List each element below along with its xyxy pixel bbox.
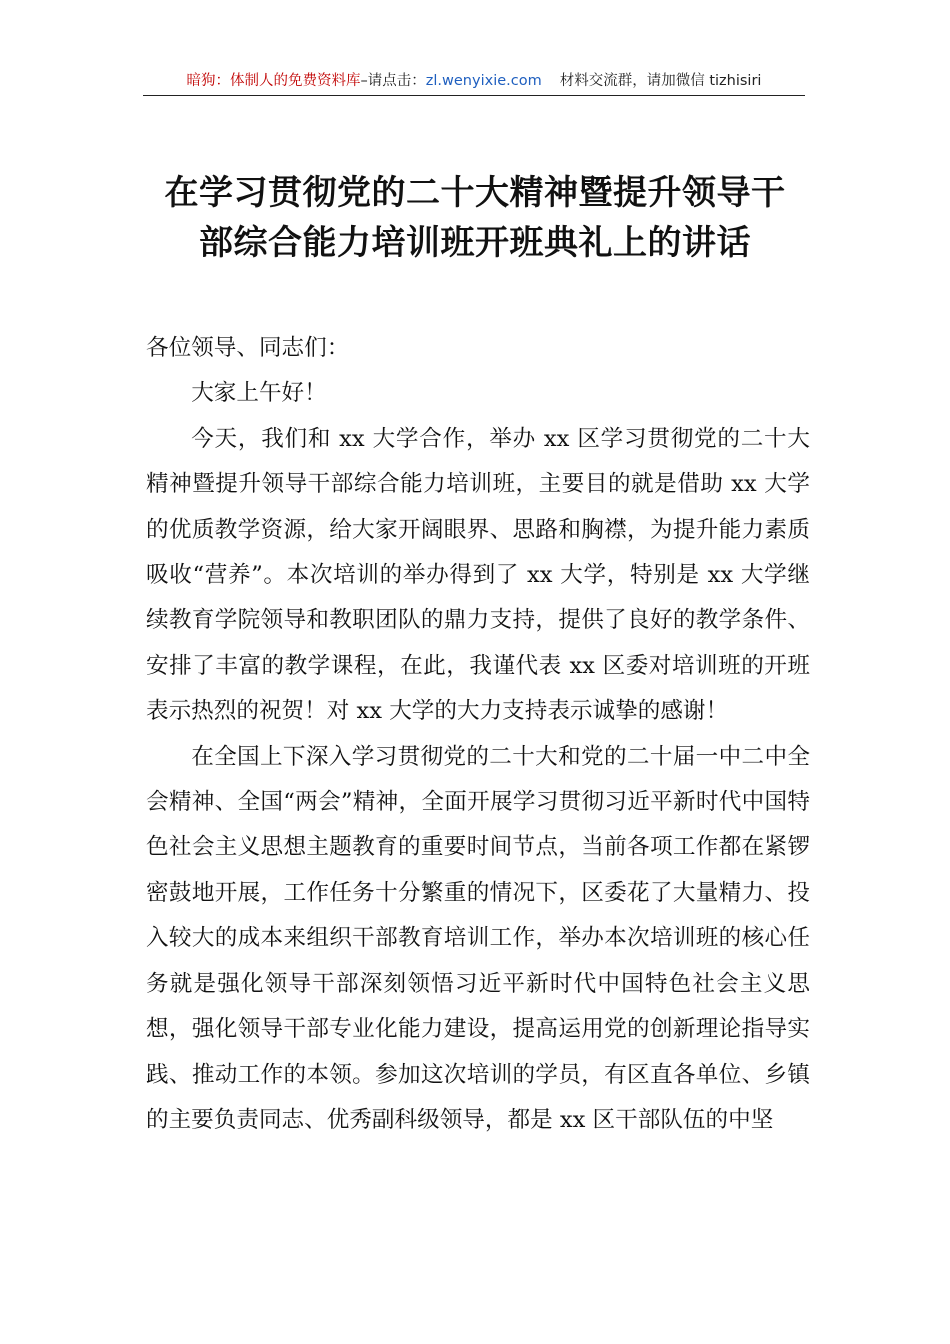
greeting: 大家上午好！ <box>191 380 327 407</box>
header-click-text: –请点击： <box>360 73 426 89</box>
header-group-text: 材料交流群，请加微信 tizhisiri <box>559 73 762 89</box>
document-title <box>100 168 850 268</box>
paragraph-1: 今天，我们和 xx 大学合作，举办 xx 区学习贯彻党的二十大精神暨提升领导干部综合能力培训班，主要目的就是借助 xx 大学的优质教学资源，给大家开阔眼界、思路和胸襟，为提升能力素质吸收“营养”。本次培训的举办得到了 xx 大学，特别是 xx 大学继续教育学院领导和教职团队的鼎力支持，提供了良好的教学条件、安排了丰富的教学课程，在此，我谨代表 xx 区委对培训班的开班表示热烈的祝贺！对 xx 大学的大力支持表示诚挚的感谢！ <box>146 425 810 725</box>
header-banner <box>143 68 805 94</box>
document-title-line1: 在学习贯彻党的二十大精神暨提升领导干 <box>164 173 786 213</box>
header-divider <box>143 95 805 96</box>
header-brand[interactable]: 暗狗：体制人的免费资料库 <box>186 73 361 89</box>
document-title-line2: 部综合能力培训班开班典礼上的讲话 <box>199 223 751 263</box>
paragraph-2: 在全国上下深入学习贯彻党的二十大和党的二十届一中二中全会精神、全国“两会”精神，全面开展学习贯彻习近平新时代中国特色社会主义思想主题教育的重要时间节点，当前各项工作都在紧锣密鼓地开展，工作任务十分繁重的情况下，区委花了大量精力、投入较大的成本来组织干部教育培训工作，举办本次培训班的核心任务就是强化领导干部深刻领悟习近平新时代中国特色社会主义思想，强化领导干部专业化能力建设，提高运用党的创新理论指导实践、推动工作的本领。参加这次培训的学员，有区直各单位、乡镇的主要负责同志、优秀副科级领导，都是 xx 区干部队伍的中坚 <box>146 743 810 1133</box>
salutation: 各位领导、同志们： <box>146 335 350 361</box>
document-body <box>146 326 810 1143</box>
header-url-link[interactable]: zl.wenyixie.com <box>425 73 542 89</box>
